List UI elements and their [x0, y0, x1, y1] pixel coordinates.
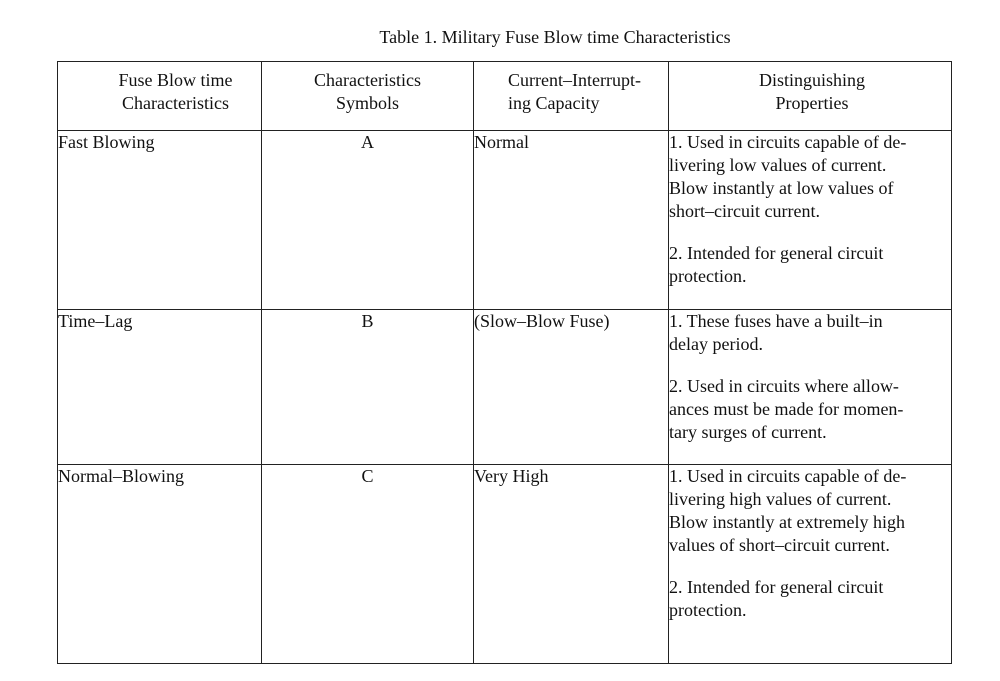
symbol-cell: A: [262, 131, 474, 310]
property-item: 1. Used in circuits capable of de- livering high values of current. Blow instantly at extremely high values of short–circuit current.: [669, 466, 907, 555]
header-current-interrupting-capacity: Current–Interrupt- ing Capacity: [474, 62, 669, 131]
table-row: [58, 310, 952, 465]
fuse-characteristics-table: [57, 61, 952, 664]
properties-cell: [669, 465, 952, 664]
property-item: 2. Used in circuits where allow- ances must be made for momen- tary surges of current.: [669, 376, 904, 442]
capacity-cell: (Slow–Blow Fuse): [474, 310, 669, 465]
symbol-cell: B: [262, 310, 474, 465]
properties-cell: [669, 310, 952, 465]
property-item: 2. Intended for general circuit protection.: [669, 577, 884, 620]
header-characteristics-symbols: Characteristics Symbols: [262, 62, 474, 131]
table-row: [58, 465, 952, 664]
table-header-row: [58, 62, 952, 131]
symbol-cell: C: [262, 465, 474, 664]
table-title: Table 1. Military Fuse Blow time Characteristics: [379, 27, 731, 47]
property-item: 2. Intended for general circuit protection.: [669, 243, 884, 286]
capacity-cell: Very High: [474, 465, 669, 664]
property-item: 1. Used in circuits capable of de- livering low values of current. Blow instantly at low values of short–circuit current.: [669, 132, 907, 221]
characteristic-cell: Fast Blowing: [58, 131, 262, 310]
capacity-cell: Normal: [474, 131, 669, 310]
characteristic-cell: Time–Lag: [58, 310, 262, 465]
header-fuse-blow-time-characteristics: Fuse Blow time Characteristics: [58, 62, 262, 131]
header-distinguishing-properties: Distinguishing Properties: [669, 62, 952, 131]
table-row: [58, 131, 952, 310]
properties-cell: [669, 131, 952, 310]
property-item: 1. These fuses have a built–in delay period.: [669, 311, 883, 354]
characteristic-cell: Normal–Blowing: [58, 465, 262, 664]
